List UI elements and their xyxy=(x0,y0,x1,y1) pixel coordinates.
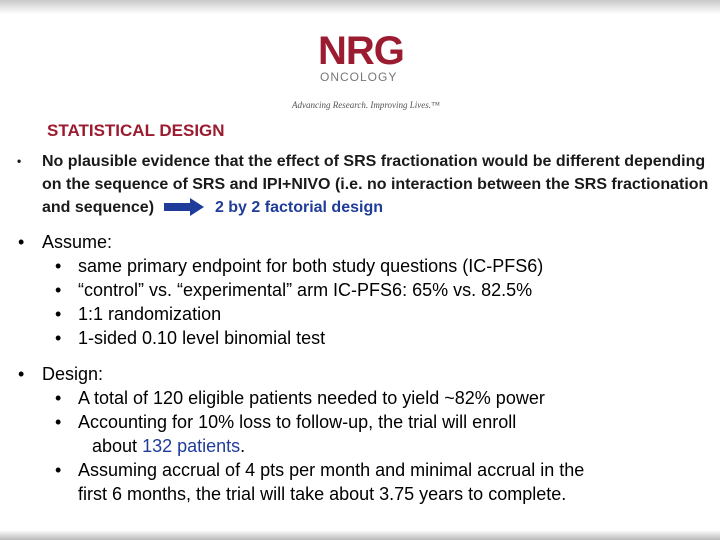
bullet-dot: • xyxy=(55,328,62,348)
bullet-dot: • xyxy=(55,412,62,432)
bullet-dot: • xyxy=(18,232,25,252)
assume-label: Assume: xyxy=(42,232,113,252)
assume-item-3: 1:1 randomization xyxy=(78,304,222,324)
logo-tagline: Advancing Research. Improving Lives.™ xyxy=(292,100,440,110)
intro-highlight: 2 by 2 factorial design xyxy=(214,199,383,216)
design-item-2-line-1: Accounting for 10% loss to follow-up, the trial will enroll xyxy=(78,412,517,432)
nrg-oncology-logo xyxy=(318,29,458,84)
design-label: Design: xyxy=(42,364,104,384)
top-shade-bar xyxy=(0,0,720,14)
bullet-dot: • xyxy=(55,304,62,324)
logo-main-text: NRG xyxy=(318,29,404,73)
design-item-2-highlight: 132 patients xyxy=(142,436,241,456)
design-item-2-post: . xyxy=(240,436,246,456)
design-item-1: A total of 120 eligible patients needed to yield ~82% power xyxy=(78,388,545,408)
bullet-dot: • xyxy=(55,388,62,408)
bullet-dot: • xyxy=(55,256,62,276)
bullet-dot: • xyxy=(55,280,62,300)
intro-text: No plausible evidence that the effect of SRS fractionation would be different depending on the sequence of SRS and IPI+NIVO (i.e. no interaction between the SRS fractionation and sequence) xyxy=(42,153,709,216)
bullet-dot: • xyxy=(18,364,25,384)
bullet-dot: • xyxy=(17,154,22,168)
slide-heading: STATISTICAL DESIGN xyxy=(47,121,225,140)
assume-item-4: 1-sided 0.10 level binomial test xyxy=(78,328,326,348)
intro-text-block xyxy=(42,150,712,219)
design-item-3-line-2: first 6 months, the trial will take about 3.75 years to complete. xyxy=(78,484,567,504)
assume-item-1: same primary endpoint for both study questions (IC-PFS6) xyxy=(78,256,544,276)
assume-item-2: “control” vs. “experimental” arm IC-PFS6: 65% vs. 82.5% xyxy=(78,280,533,300)
design-item-3-line-1: Assuming accrual of 4 pts per month and minimal accrual in the xyxy=(78,460,585,480)
bottom-shade-bar xyxy=(0,530,720,540)
design-item-2-line-2 xyxy=(92,434,245,458)
right-arrow-icon xyxy=(164,198,204,216)
design-item-2-pre: about xyxy=(92,436,138,456)
logo-sub-text: ONCOLOGY xyxy=(320,70,398,84)
bullet-dot: • xyxy=(55,460,62,480)
